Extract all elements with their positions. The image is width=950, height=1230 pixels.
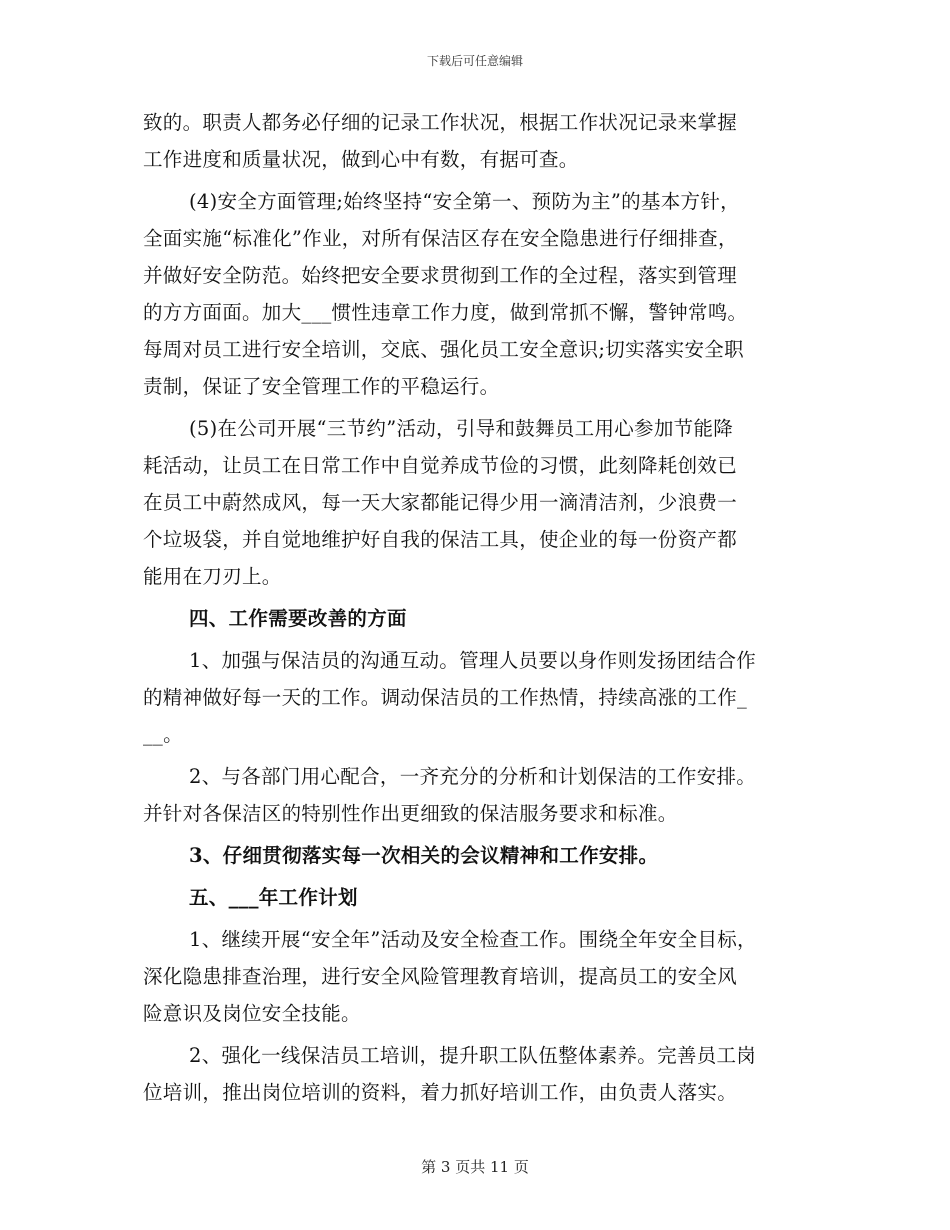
section-heading [143,837,813,874]
text-line: (4)安全方面管理;始终坚持“安全第一、预防为主”的基本方针， [189,190,740,213]
text-line: 的精神做好每一天的工作。调动保洁员的工作热情，持续高涨的工作_ [143,686,748,709]
paragraph [143,1037,813,1111]
paragraph [143,642,813,753]
paragraph [143,758,813,832]
text-line: 能用在刀刃上。 [143,565,282,588]
text-line: 险意识及岗位安全技能。 [143,1002,361,1025]
paragraph [143,410,813,595]
text-line: 深化隐患排查治理，进行安全风险管理教育培训，提高员工的安全风 [143,965,738,988]
text-line: 四、工作需要改善的方面 [189,607,407,630]
text-line: 3、仔细贯彻落实每一次相关的会议精神和工作安排。 [189,844,659,867]
text-line: 个垃圾袋，并自觉地维护好自我的保洁工具，使企业的每一份资产都 [143,528,738,551]
text-line: 责制，保证了安全管理工作的平稳运行。 [143,375,500,398]
text-line: 五、___年工作计划 [189,886,358,909]
document-body [143,104,813,1111]
page-header: 下载后可任意编辑 [426,54,523,68]
text-line: 1、继续开展“安全年”活动及安全检查工作。围绕全年安全目标， [189,928,757,951]
paragraph [143,183,813,405]
text-line: 全面实施“标准化”作业，对所有保洁区存在安全隐患进行仔细排查， [143,227,738,250]
section-heading [143,600,813,637]
text-line: 工作进度和质量状况，做到心中有数，有据可查。 [143,148,579,171]
text-line: 的方方面面。加大___惯性违章工作力度，做到常抓不懈，警钟常鸣。 [143,301,748,324]
section-heading [143,879,813,916]
paragraph [143,104,813,178]
text-line: 2、强化一线保洁员工培训，提升职工队伍整体素养。完善员工岗 [189,1044,757,1067]
text-line: 2、与各部门用心配合，一齐充分的分析和计划保洁的工作安排。 [189,765,757,788]
page-footer: 第 3 页共 11 页 [421,1158,529,1176]
text-line: 致的。职责人都务必仔细的记录工作状况，根据工作状况记录来掌握 [143,111,738,134]
text-line: 在员工中蔚然成风，每一天大家都能记得少用一滴清洁剂，少浪费一 [143,491,738,514]
text-line: (5)在公司开展“三节约”活动，引导和鼓舞员工用心参加节能降 [189,417,734,440]
text-line: 位培训，推出岗位培训的资料，着力抓好培训工作，由负责人落实。 [143,1081,738,1104]
text-line: 1、加强与保洁员的沟通互动。管理人员要以身作则发扬团结合作 [189,649,757,672]
paragraph [143,921,813,1032]
text-line: 并做好安全防范。始终把安全要求贯彻到工作的全过程，落实到管理 [143,264,738,287]
text-line: __。 [143,723,183,746]
text-line: 每周对员工进行安全培训，交底、强化员工安全意识;切实落实安全职 [143,338,744,361]
text-line: 并针对各保洁区的特别性作出更细致的保洁服务要求和标准。 [143,802,678,825]
text-line: 耗活动，让员工在日常工作中自觉养成节俭的习惯，此刻降耗创效已 [143,454,738,477]
